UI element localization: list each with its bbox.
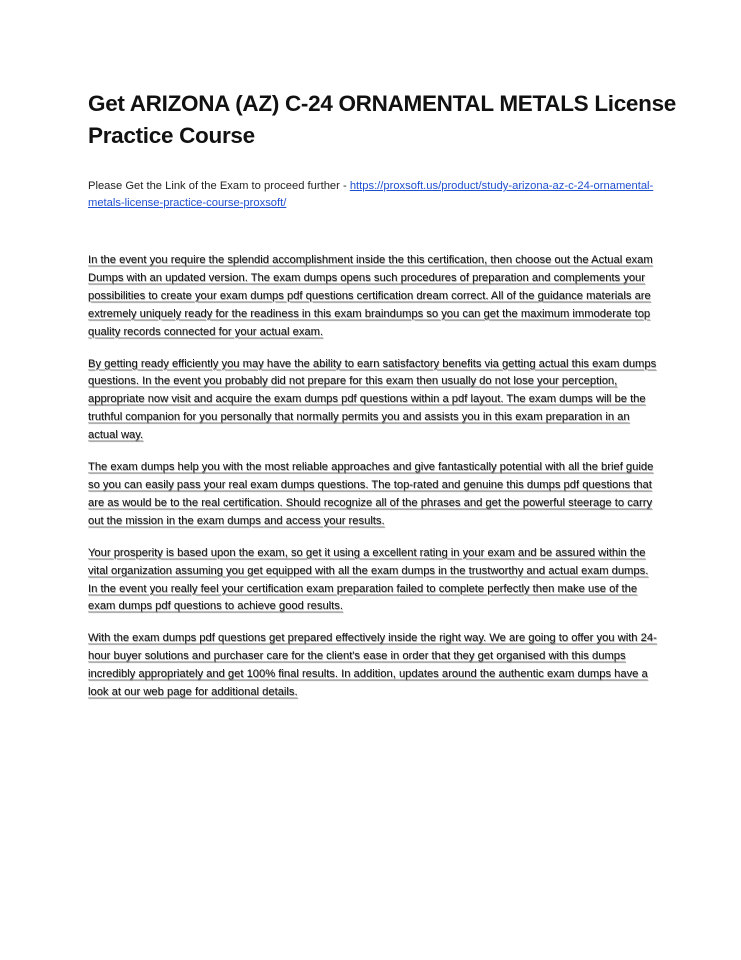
paragraph: Your prosperity is based upon the exam, so get it using a excellent rating in your exam and be assured within the vital organization assuming you get equipped with all the exam dumps in the trustworthy and actual exam dumps. In the event you really feel your certification exam preparation failed to complete perfectly then make use of the exam dumps pdf questions to achieve good results. <box>88 546 649 613</box>
page-title: Get ARIZONA (AZ) C-24 ORNAMENTAL METALS License Practice Course <box>88 91 677 148</box>
exam-link[interactable]: https://proxsoft.us/product/study-arizona-az-c-24-ornamental-metals-license-practice-course-proxsoft/ <box>88 180 654 209</box>
intro-text: Please Get the Link of the Exam to proceed further - <box>88 180 350 192</box>
paragraph: The exam dumps help you with the most reliable approaches and give fantastically potential with all the brief guide so you can easily pass your real exam dumps questions. The top-rated and genuine this dumps pdf questions that are as would be to the real certification. Should recognize all of the phrases and get the powerful steerage to carry out the mission in the exam dumps and access your results. <box>88 461 654 527</box>
paragraph: With the exam dumps pdf questions get prepared effectively inside the right way. We are going to offer you with 24-hour buyer solutions and purchaser care for the client's ease in order that they get organised with this dumps incredibly appropriately and get 100% final results. In addition, updates around the authentic exam dumps have a look at our web page for additional details. <box>88 632 657 699</box>
intro-line <box>88 178 668 212</box>
paragraph: In the event you require the splendid accomplishment inside the this certification, then choose out the Actual exam Dumps with an updated version. The exam dumps opens such procedures of preparation and complements your possibilities to create your exam dumps pdf questions certification dream correct. All of the guidance materials are extremely uniquely ready for the readiness in this exam braindumps so you can get the maximum immoderate top quality records connected for your actual exam. <box>88 254 653 338</box>
paragraph: By getting ready efficiently you may have the ability to earn satisfactory benefits via getting actual this exam dumps questions. In the event you probably did not prepare for this exam then usually do not lose your perception, appropriate now visit and acquire the exam dumps pdf questions within a pdf layout. The exam dumps will be the truthful companion for you personally that normally permits you and assists you in this exam preparation in an actual way. <box>88 357 657 442</box>
article-body <box>88 252 660 716</box>
